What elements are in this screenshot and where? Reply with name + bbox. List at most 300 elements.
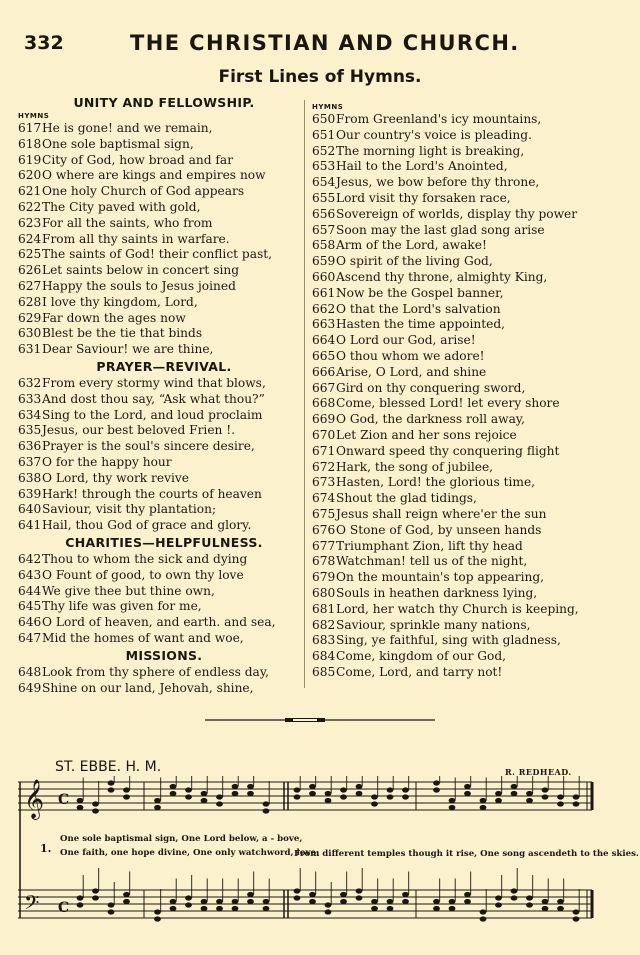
hymn-first-line: Jesus shall reign where'er the sun: [336, 506, 547, 521]
notehead: [325, 791, 332, 796]
hymn-number: 633: [18, 391, 42, 406]
unity-hymn-list: [18, 121, 310, 358]
hymn-first-line: Hasten the time appointed,: [336, 317, 505, 332]
bass-staff: [18, 890, 592, 918]
notehead: [433, 906, 440, 911]
hymn-number: 656: [312, 206, 336, 221]
ornamental-divider: [205, 717, 435, 723]
hymn-number: 666: [312, 364, 336, 379]
notehead: [557, 906, 564, 911]
hymn-number: 618: [18, 136, 42, 151]
notehead: [371, 906, 378, 911]
hymn-first-line: Lord visit thy forsaken race,: [336, 190, 511, 205]
hymn-first-line: Gird on thy conquering sword,: [336, 380, 526, 395]
hymn-entry: [312, 112, 618, 128]
hymn-number: 684: [312, 649, 336, 664]
book-title: THE CHRISTIAN AND CHURCH.: [130, 31, 520, 55]
hymn-entry: [18, 552, 310, 568]
notehead: [154, 909, 161, 914]
hymn-entry: [18, 216, 310, 232]
missions-continued-hymn-list: [312, 112, 618, 681]
verse-number: 1.: [40, 842, 52, 855]
notehead: [108, 909, 115, 914]
hymn-first-line: We give thee but thine own,: [42, 583, 215, 598]
hymn-entry: [312, 207, 618, 223]
hymn-first-line: Sing, ye faithful, sing with gladness,: [336, 633, 561, 648]
hymn-number: 644: [18, 583, 42, 598]
hymn-first-line: Lord, her watch thy Church is keeping,: [336, 601, 579, 616]
notehead: [557, 899, 564, 904]
heading-unity-fellowship: UNITY AND FELLOWSHIP.: [73, 95, 255, 110]
treble-clef-icon: 𝄞: [24, 779, 45, 819]
hymn-entry: [18, 599, 310, 615]
heading-prayer-revival: PRAYER—REVIVAL.: [96, 358, 232, 374]
hymn-entry: [18, 311, 310, 327]
hymn-number: 661: [312, 285, 336, 300]
lyrics-line-1: One sole baptismal sign, One Lord below, a - bove,: [60, 834, 303, 844]
hymn-number: 677: [312, 538, 336, 553]
notehead: [170, 784, 177, 789]
notehead: [449, 805, 456, 810]
hymn-first-line: O Lord our God, arise!: [336, 333, 476, 348]
hymn-first-line: Thou to whom the sick and dying: [42, 551, 248, 566]
notehead: [495, 798, 502, 803]
notehead: [294, 787, 301, 792]
notehead: [495, 902, 502, 907]
hymn-number: 620: [18, 168, 42, 183]
hymns-label-left: HYMNS: [18, 112, 50, 120]
notehead: [356, 791, 363, 796]
right-column: [312, 94, 618, 681]
hymn-entry: [18, 408, 310, 424]
hymn-entry: [312, 554, 618, 570]
hymn-entry: [312, 128, 618, 144]
hymn-first-line: Come, blessed Lord! let every shore: [336, 396, 560, 411]
hymn-entry: [18, 342, 310, 358]
hymn-entry: [18, 153, 310, 169]
notehead: [511, 784, 518, 789]
notehead: [402, 787, 409, 792]
hymn-first-line: O where are kings and empires now: [42, 168, 266, 183]
hymn-entry: [18, 184, 310, 200]
hymn-first-line: O thou whom we adore!: [336, 348, 485, 363]
notehead: [557, 801, 564, 806]
hymn-number: 630: [18, 326, 42, 341]
hymn-first-line: He is gone! and we remain,: [42, 121, 213, 135]
hymn-first-line: Prayer is the soul's sincere desire,: [42, 439, 255, 454]
hymn-first-line: And dost thou say, “Ask what thou?”: [42, 391, 265, 406]
hymn-entry: [312, 491, 618, 507]
hymn-first-line: Hark! through the courts of heaven: [42, 486, 262, 501]
hymn-first-line: One sole baptismal sign,: [42, 136, 194, 151]
hymn-entry: [312, 633, 618, 649]
notehead: [247, 791, 254, 796]
hymn-number: 678: [312, 554, 336, 569]
notehead: [340, 787, 347, 792]
hymn-number: 667: [312, 380, 336, 395]
notehead: [154, 916, 161, 921]
notehead: [325, 902, 332, 907]
lyrics-line-2: One faith, one hope divine, One only watchword, love:: [60, 848, 320, 858]
hymn-entry: [312, 460, 618, 476]
hymn-entry: [312, 349, 618, 365]
notehead: [542, 794, 549, 799]
notehead: [480, 909, 487, 914]
hymn-number: 643: [18, 567, 42, 582]
hymn-number: 685: [312, 664, 336, 679]
hymn-number: 624: [18, 231, 42, 246]
hymn-entry: [18, 665, 310, 681]
notehead: [247, 892, 254, 897]
hymn-number: 637: [18, 454, 42, 469]
notehead: [480, 805, 487, 810]
hymn-first-line: Our country's voice is pleading.: [336, 127, 532, 142]
hymn-number: 636: [18, 439, 42, 454]
hymn-number: 632: [18, 375, 42, 390]
notehead: [170, 899, 177, 904]
hymn-first-line: O for the happy hour: [42, 454, 172, 469]
hymn-first-line: O God, the darkness roll away,: [336, 412, 525, 427]
notehead: [92, 808, 99, 813]
hymn-entry: [18, 502, 310, 518]
notehead: [371, 794, 378, 799]
hymn-first-line: Ascend thy throne, almighty King,: [336, 269, 548, 284]
hymn-first-line: Jesus, we bow before thy throne,: [336, 175, 540, 190]
hymn-number: 621: [18, 184, 42, 199]
hymn-number: 642: [18, 551, 42, 566]
hymn-number: 672: [312, 459, 336, 474]
notehead: [480, 916, 487, 921]
hymn-number: 668: [312, 396, 336, 411]
notehead: [123, 892, 130, 897]
page-number: 332: [24, 32, 64, 54]
hymn-first-line: Onward speed thy conquering flight: [336, 443, 560, 458]
hymn-entry: [312, 665, 618, 681]
notehead: [371, 801, 378, 806]
hymn-number: 679: [312, 570, 336, 585]
notehead: [247, 899, 254, 904]
notehead: [185, 794, 192, 799]
hymn-first-line: Now be the Gospel banner,: [336, 285, 504, 300]
hymn-entry: [18, 518, 310, 534]
hymn-entry: [312, 302, 618, 318]
composer-credit: R. REDHEAD.: [505, 767, 572, 777]
notehead: [309, 784, 316, 789]
hymn-entry: [18, 631, 310, 647]
notehead: [92, 895, 99, 900]
hymn-entry: [18, 439, 310, 455]
hymn-number: 658: [312, 238, 336, 253]
notehead: [480, 798, 487, 803]
hymn-first-line: Shine on our land, Jehovah, shine,: [42, 680, 254, 695]
notehead: [449, 899, 456, 904]
notehead: [542, 906, 549, 911]
notehead: [526, 798, 533, 803]
hymn-number: 670: [312, 427, 336, 442]
hymn-first-line: One holy Church of God appears: [42, 184, 245, 199]
hymn-entry: [312, 317, 618, 333]
notehead: [340, 899, 347, 904]
notehead: [77, 902, 84, 907]
hymn-entry: [312, 365, 618, 381]
hymn-first-line: City of God, how broad and far: [42, 152, 234, 167]
hymn-first-line: Saviour, visit thy plantation;: [42, 502, 217, 517]
notehead: [325, 798, 332, 803]
hymn-first-line: Hail to the Lord's Anointed,: [336, 159, 508, 174]
notehead: [154, 798, 161, 803]
hymn-first-line: Thy life was given for me,: [42, 599, 202, 614]
hymn-number: 654: [312, 175, 336, 190]
notehead: [526, 895, 533, 900]
hymn-entry: [18, 423, 310, 439]
hymn-first-line: From every stormy wind that blows,: [42, 375, 266, 390]
time-signature-bass: C: [58, 900, 70, 916]
notehead: [573, 916, 580, 921]
notehead: [108, 787, 115, 792]
hymn-entry: [312, 270, 618, 286]
hymn-entry: [18, 137, 310, 153]
hymn-number: 676: [312, 522, 336, 537]
hymn-entry: [312, 159, 618, 175]
hymn-entry: [312, 475, 618, 491]
hymn-first-line: The saints of God! their conflict past,: [42, 247, 273, 262]
notehead: [340, 892, 347, 897]
hymn-number: 628: [18, 294, 42, 309]
hymn-number: 671: [312, 443, 336, 458]
notehead: [263, 906, 270, 911]
hymn-first-line: O spirit of the living God,: [336, 254, 493, 269]
notehead: [325, 909, 332, 914]
hymn-first-line: O Stone of God, by unseen hands: [336, 522, 542, 537]
lyrics-line-3: From different temples though it rise, One song ascendeth to the skies.: [294, 849, 639, 859]
notehead: [216, 899, 223, 904]
hymn-number: 673: [312, 475, 336, 490]
hymn-entry: [18, 121, 310, 137]
notehead: [573, 794, 580, 799]
hymn-entry: [312, 507, 618, 523]
section-title: First Lines of Hymns.: [218, 67, 422, 87]
hymn-number: 629: [18, 310, 42, 325]
notehead: [123, 794, 130, 799]
hymn-first-line: Saviour, sprinkle many nations,: [336, 617, 531, 632]
hymn-entry: [312, 223, 618, 239]
hymn-entry: [18, 232, 310, 248]
notehead: [557, 794, 564, 799]
hymn-first-line: Shout the glad tidings,: [336, 491, 477, 506]
hymn-number: 674: [312, 491, 336, 506]
notehead: [464, 892, 471, 897]
notehead: [232, 784, 239, 789]
hymn-number: 646: [18, 615, 42, 630]
treble-staff: [18, 782, 592, 810]
notehead: [77, 805, 84, 810]
notehead: [356, 888, 363, 893]
hymn-entry: [18, 568, 310, 584]
hymn-number: 619: [18, 152, 42, 167]
hymn-first-line: The morning light is breaking,: [336, 143, 525, 158]
hymn-first-line: Sing to the Lord, and loud proclaim: [42, 407, 263, 422]
hymn-entry: [312, 618, 618, 634]
hymn-entry: [312, 175, 618, 191]
hymn-number: 657: [312, 222, 336, 237]
notehead: [511, 791, 518, 796]
hymns-label-right: HYMNS: [312, 103, 344, 111]
hymn-entry: [18, 615, 310, 631]
hymn-first-line: Far down the ages now: [42, 310, 186, 325]
hymn-first-line: Come, kingdom of our God,: [336, 649, 507, 664]
notehead: [232, 791, 239, 796]
notehead: [402, 899, 409, 904]
notehead: [108, 780, 115, 785]
notehead: [387, 906, 394, 911]
hymn-first-line: Hail, thou God of grace and glory.: [42, 518, 252, 533]
notehead: [495, 895, 502, 900]
hymn-entry: [18, 681, 310, 697]
notehead: [108, 902, 115, 907]
hymn-first-line: The City paved with gold,: [42, 199, 201, 214]
bass-notes: [77, 868, 580, 922]
hymn-entry: [312, 428, 618, 444]
hymn-first-line: Hark, the song of jubilee,: [336, 459, 494, 474]
hymn-number: 623: [18, 215, 42, 230]
hymn-number: 675: [312, 506, 336, 521]
notehead: [526, 902, 533, 907]
hymn-entry: [312, 570, 618, 586]
hymn-number: 662: [312, 301, 336, 316]
hymn-entry: [18, 392, 310, 408]
notehead: [464, 791, 471, 796]
notehead: [201, 899, 208, 904]
hymn-number: 683: [312, 633, 336, 648]
notehead: [232, 899, 239, 904]
notehead: [449, 906, 456, 911]
notehead: [356, 895, 363, 900]
hymn-first-line: Let saints below in concert sing: [42, 263, 239, 278]
notehead: [309, 791, 316, 796]
hymn-number: 655: [312, 190, 336, 205]
notehead: [542, 899, 549, 904]
heading-charities-helpfulness: CHARITIES—HELPFULNESS.: [65, 534, 263, 550]
notehead: [232, 906, 239, 911]
hymn-entry: [312, 523, 618, 539]
hymn-number: 653: [312, 159, 336, 174]
notehead: [201, 906, 208, 911]
hymn-number: 681: [312, 601, 336, 616]
notehead: [77, 798, 84, 803]
notehead: [92, 801, 99, 806]
notehead: [185, 902, 192, 907]
hymn-entry: [312, 333, 618, 349]
hymn-number: 663: [312, 317, 336, 332]
notehead: [92, 888, 99, 893]
hymn-number: 651: [312, 127, 336, 142]
notehead: [495, 791, 502, 796]
notehead: [294, 888, 301, 893]
hymn-entry: [312, 649, 618, 665]
hymn-entry: [18, 279, 310, 295]
notehead: [433, 780, 440, 785]
hymn-first-line: Triumphant Zion, lift thy head: [336, 538, 523, 553]
left-column: [18, 94, 310, 696]
hymn-entry: [18, 200, 310, 216]
notehead: [464, 784, 471, 789]
hymn-entry: [312, 254, 618, 270]
hymn-first-line: O that the Lord's salvation: [336, 301, 501, 316]
notehead: [77, 895, 84, 900]
hymn-number: 645: [18, 599, 42, 614]
hymn-tune-score: [18, 776, 622, 952]
notehead: [294, 895, 301, 900]
hymn-number: 652: [312, 143, 336, 158]
notehead: [185, 895, 192, 900]
hymn-first-line: O Fount of good, to own thy love: [42, 567, 244, 582]
hymn-number: 669: [312, 412, 336, 427]
notehead: [201, 791, 208, 796]
hymn-entry: [18, 471, 310, 487]
bass-clef-icon: 𝄢: [24, 891, 40, 919]
hymn-number: 634: [18, 407, 42, 422]
notehead: [123, 899, 130, 904]
hymn-first-line: Arise, O Lord, and shine: [336, 364, 487, 379]
hymn-first-line: Souls in heathen darkness lying,: [336, 585, 538, 600]
hymn-number: 631: [18, 342, 42, 357]
notehead: [573, 801, 580, 806]
notehead: [154, 805, 161, 810]
notehead: [387, 794, 394, 799]
hymn-number: 627: [18, 278, 42, 293]
hymn-number: 625: [18, 247, 42, 262]
charities-hymn-list: [18, 552, 310, 647]
hymn-entry: [312, 412, 618, 428]
hymn-first-line: Look from thy sphere of endless day,: [42, 664, 269, 679]
time-signature-treble: C: [58, 792, 70, 808]
notehead: [216, 801, 223, 806]
notehead: [511, 895, 518, 900]
hymn-first-line: Let Zion and her sons rejoice: [336, 427, 517, 442]
hymn-entry: [18, 455, 310, 471]
hymn-number: 638: [18, 470, 42, 485]
notehead: [402, 794, 409, 799]
tune-name: ST. EBBE. H. M.: [55, 759, 162, 775]
notehead: [309, 892, 316, 897]
notehead: [371, 899, 378, 904]
hymn-entry: [312, 602, 618, 618]
hymn-entry: [18, 295, 310, 311]
notehead: [387, 899, 394, 904]
notehead: [449, 798, 456, 803]
notehead: [433, 899, 440, 904]
hymn-first-line: For all the saints, who from: [42, 215, 213, 230]
notehead: [542, 787, 549, 792]
hymn-first-line: Come, Lord, and tarry not!: [336, 664, 503, 679]
hymn-number: 617: [18, 121, 42, 135]
hymn-first-line: Happy the souls to Jesus joined: [42, 278, 236, 293]
notehead: [170, 791, 177, 796]
hymn-first-line: From all thy saints in warfare.: [42, 231, 230, 246]
notehead: [464, 899, 471, 904]
hymn-first-line: Jesus, our best beloved Frien !.: [42, 423, 236, 438]
heading-missions: MISSIONS.: [125, 647, 203, 663]
hymn-first-line: Arm of the Lord, awake!: [336, 238, 487, 253]
hymn-first-line: Mid the homes of want and woe,: [42, 630, 244, 645]
notehead: [185, 787, 192, 792]
notehead: [309, 899, 316, 904]
hymn-number: 622: [18, 199, 42, 214]
hymn-number: 682: [312, 617, 336, 632]
hymn-entry: [312, 396, 618, 412]
hymn-first-line: From Greenland's icy mountains,: [336, 112, 542, 126]
hymn-entry: [18, 376, 310, 392]
